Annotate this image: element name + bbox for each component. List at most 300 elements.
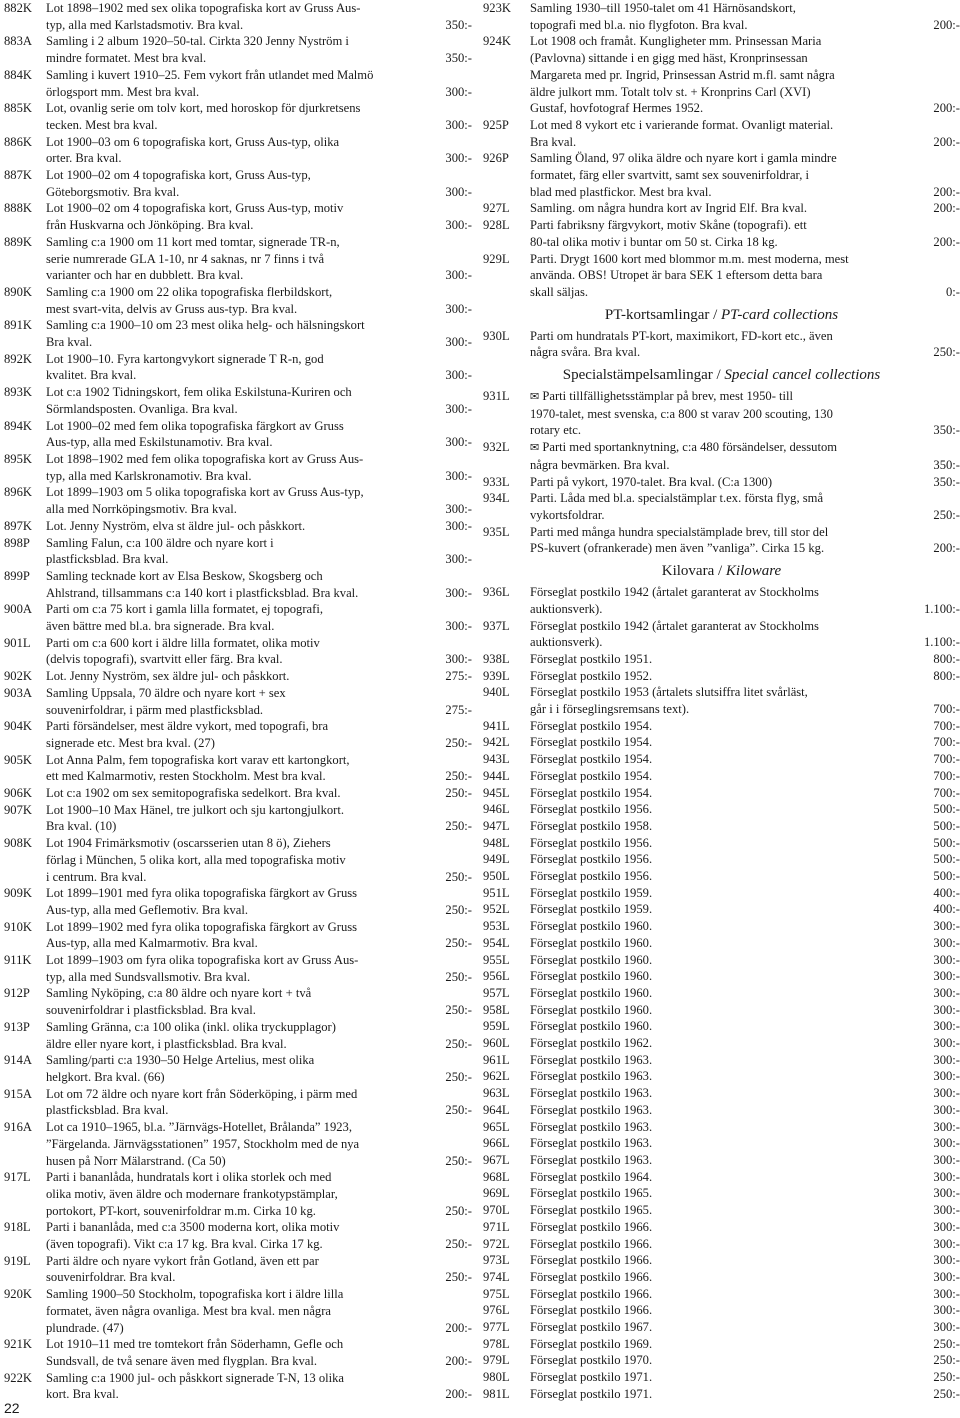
lot-entry	[483, 851, 960, 868]
line-text: Sörmlandsposten. Ovanliga. Bra kval.	[46, 401, 238, 416]
lot-entry	[483, 1286, 960, 1303]
lot-number: 976L	[483, 1303, 510, 1318]
description-line	[46, 1019, 472, 1036]
lot-description	[530, 1219, 960, 1236]
lot-price: 300:-	[445, 518, 472, 533]
description-line	[46, 869, 472, 886]
lot-entry	[483, 901, 960, 918]
line-text: Lot 1910–11 med tre tomtekort från Söderhamn, Gefle och	[46, 1337, 344, 1352]
lot-price: 250:-	[445, 1153, 472, 1168]
description-line	[46, 1320, 472, 1337]
section-heading-pt-cards	[483, 305, 960, 325]
line-text: Förseglat postkilo 1963.	[530, 1153, 653, 1167]
lot-description	[46, 718, 472, 751]
description-line	[46, 969, 472, 986]
description-line	[530, 388, 960, 406]
description-line	[530, 1286, 960, 1303]
description-line	[530, 584, 960, 601]
lot-number: 906K	[4, 786, 32, 801]
line-text: Förseglat postkilo 1960.	[530, 935, 653, 950]
description-line	[530, 1269, 960, 1286]
lot-description	[46, 1336, 472, 1369]
lot-entry	[0, 200, 472, 233]
lot-entry	[483, 1302, 960, 1319]
lot-number: 945L	[483, 785, 510, 800]
lot-description	[530, 328, 960, 361]
description-line	[46, 1253, 472, 1270]
lot-number: 923K	[483, 1, 511, 15]
lot-description	[530, 0, 960, 33]
lot-description	[530, 1185, 960, 1202]
lot-description	[530, 1085, 960, 1102]
line-text: Lot 1900–02 med fem olika topografiska färgkort av Gruss	[46, 418, 344, 433]
line-text: förlag i München, 5 olika kort, alla med topografiska motiv	[46, 852, 346, 867]
lot-entry	[483, 439, 960, 473]
lot-entry	[0, 351, 472, 384]
description-line	[46, 217, 472, 234]
lot-price: 300:-	[933, 969, 960, 984]
lot-description	[46, 67, 472, 100]
description-line	[530, 1169, 960, 1186]
lot-description	[530, 1035, 960, 1052]
lot-number: 932L	[483, 440, 510, 455]
lot-number: 909K	[4, 886, 32, 901]
description-line	[530, 1352, 960, 1369]
line-text: Aus-typ, alla med Eskilstunamotiv. Bra kval.	[46, 435, 273, 450]
lot-entry	[0, 568, 472, 601]
description-line	[530, 785, 960, 802]
line-text: plastficksblad. Bra kval.	[46, 1103, 169, 1118]
description-line	[46, 651, 472, 668]
description-line	[530, 751, 960, 768]
description-line	[530, 885, 960, 902]
lot-description	[46, 919, 472, 952]
description-line	[46, 100, 472, 117]
description-line	[530, 868, 960, 885]
line-text: Parti med sportanknytning, c:a 480 försändelser, dessutom	[542, 440, 838, 455]
lot-number: 886K	[4, 134, 32, 149]
description-line	[530, 718, 960, 735]
lot-price: 200:-	[933, 17, 960, 32]
line-text: Förseglat postkilo 1942 (årtalet garanterat av Stockholms	[530, 585, 819, 600]
lot-price: 300:-	[933, 1303, 960, 1318]
line-text: Förseglat postkilo 1963.	[530, 1136, 653, 1151]
lot-price: 250:-	[445, 769, 472, 784]
lot-description	[530, 801, 960, 818]
lot-entry	[483, 968, 960, 985]
lot-description	[46, 167, 472, 200]
section-heading-special-cancels	[483, 365, 960, 385]
line-text: rotary etc.	[530, 423, 582, 438]
description-line	[46, 267, 472, 284]
lot-description	[530, 718, 960, 735]
lot-description	[530, 1169, 960, 1186]
lot-price: 300:-	[933, 1153, 960, 1167]
description-line	[46, 618, 472, 635]
description-line	[530, 84, 960, 101]
line-text: Samling tecknade kort av Elsa Beskow, Skogsberg och	[46, 568, 323, 583]
lot-description	[530, 1135, 960, 1152]
description-line	[46, 1036, 472, 1053]
lot-entry	[483, 835, 960, 852]
lot-price: 200:-	[933, 134, 960, 149]
lot-price: 700:-	[933, 768, 960, 783]
description-line	[46, 351, 472, 368]
line-text: (delvis topografi), svartvitt eller färg. Bra kval.	[46, 652, 283, 667]
lot-price: 300:-	[933, 1203, 960, 1218]
lot-number: 942L	[483, 735, 510, 750]
lot-entry	[483, 200, 960, 217]
lot-number: 973L	[483, 1253, 510, 1268]
lot-number: 938L	[483, 651, 510, 666]
lot-number: 918L	[4, 1220, 31, 1235]
lot-price: 300:-	[933, 1019, 960, 1034]
line-text: Göteborgsmotiv. Bra kval.	[46, 184, 180, 199]
lot-entry	[483, 734, 960, 751]
lot-number: 895K	[4, 451, 32, 466]
lot-number: 947L	[483, 818, 510, 833]
lot-entry	[483, 388, 960, 439]
lot-price: 350:-	[445, 17, 472, 32]
lot-price: 350:-	[933, 457, 960, 472]
description-line	[530, 701, 960, 718]
lot-entry	[0, 1169, 472, 1219]
lot-description	[530, 1336, 960, 1353]
description-line	[530, 507, 960, 524]
lot-description	[530, 1236, 960, 1253]
description-line	[530, 1202, 960, 1219]
description-line	[530, 284, 960, 301]
line-text: auktionsverk).	[530, 601, 603, 616]
lot-description	[530, 1052, 960, 1069]
description-line	[530, 1219, 960, 1236]
description-line	[46, 985, 472, 1002]
lot-entry	[483, 1102, 960, 1119]
description-line	[530, 1119, 960, 1136]
lot-description	[46, 785, 472, 802]
lot-description	[530, 524, 960, 557]
lot-entry	[483, 1219, 960, 1236]
description-line	[46, 852, 472, 869]
lot-price: 500:-	[933, 835, 960, 850]
description-line	[46, 818, 472, 835]
lot-price: 300:-	[445, 468, 472, 483]
line-text: Förseglat postkilo 1956.	[530, 852, 653, 867]
line-text: Aus-typ, alla med Geflemotiv. Bra kval.	[46, 902, 249, 917]
line-text: Förseglat postkilo 1969.	[530, 1336, 653, 1351]
lot-entry	[483, 490, 960, 523]
description-line	[46, 952, 472, 969]
line-text: Lot 1900–03 om 6 topografiska kort, Gruss Aus-typ, olika	[46, 134, 340, 149]
lot-number: 975L	[483, 1286, 510, 1301]
description-line	[46, 334, 472, 351]
lot-entry	[483, 1035, 960, 1052]
description-line	[46, 1136, 472, 1153]
description-line	[530, 1302, 960, 1319]
description-line	[46, 635, 472, 652]
lot-price: 250:-	[933, 1370, 960, 1385]
lot-number: 968L	[483, 1169, 510, 1184]
line-text: alla med Norrköpingsmotiv. Bra kval.	[46, 502, 237, 517]
lot-price: 500:-	[933, 818, 960, 833]
lot-description	[46, 200, 472, 233]
lot-description	[530, 117, 960, 150]
lot-entry	[483, 1336, 960, 1353]
lot-entry	[483, 217, 960, 250]
lot-number: 931L	[483, 389, 510, 404]
lot-description	[530, 901, 960, 918]
lot-number: 922K	[4, 1370, 32, 1385]
description-line	[530, 167, 960, 184]
lot-price: 250:-	[445, 735, 472, 750]
lot-description	[530, 1386, 960, 1403]
description-line	[530, 200, 960, 217]
description-line	[530, 734, 960, 751]
line-text: Lot ca 1910–1965, bl.a. ”Järnvägs-Hotellet, Brålanda” 1923,	[46, 1120, 353, 1135]
lot-entry	[483, 1085, 960, 1102]
lot-entry	[483, 1369, 960, 1386]
line-text: Samling Nyköping, c:a 80 äldre och nyare kort + två	[46, 986, 312, 1001]
lot-description	[530, 33, 960, 117]
line-text: plundrade. (47)	[46, 1320, 124, 1335]
line-text: Förseglat postkilo 1954.	[530, 752, 653, 767]
lot-entry	[483, 918, 960, 935]
lot-price: 300:-	[445, 151, 472, 166]
lot-description	[46, 384, 472, 417]
description-line	[46, 50, 472, 67]
line-text: Lot. Jenny Nyström, elva st äldre jul- och påskkort.	[46, 518, 306, 533]
lot-entry	[0, 985, 472, 1018]
lot-price: 300:-	[933, 1186, 960, 1201]
lot-price: 300:-	[933, 1286, 960, 1301]
line-text: Parti med många hundra specialstämplade brev, till stor del	[530, 524, 829, 539]
lot-entry	[483, 251, 960, 301]
description-line	[530, 184, 960, 201]
description-line	[46, 902, 472, 919]
description-line	[46, 134, 472, 151]
line-text: ”Färgelanda. Järnvägsstationen” 1957, Stockholm med de nya	[46, 1136, 360, 1151]
lot-entry	[0, 67, 472, 100]
description-line	[530, 601, 960, 618]
line-text: Samling c:a 1900 jul- och påskkort signerade T-N, 13 olika	[46, 1370, 345, 1385]
lot-description	[46, 451, 472, 484]
lot-description	[530, 474, 960, 491]
lot-entry	[483, 584, 960, 617]
lot-number: 951L	[483, 885, 510, 900]
description-line	[530, 684, 960, 701]
line-text: Sundsvall, de två senare även med flygplan. Bra kval.	[46, 1353, 318, 1368]
lot-description	[46, 317, 472, 350]
lot-number: 908K	[4, 836, 32, 851]
lot-number: 883A	[4, 34, 32, 49]
line-text: Förseglat postkilo 1966.	[530, 1236, 653, 1251]
lot-price: 500:-	[933, 802, 960, 817]
lot-entry	[0, 635, 472, 668]
lot-description	[46, 535, 472, 568]
line-text: Förseglat postkilo 1960.	[530, 1019, 653, 1034]
line-text: går i i förseglingsremsans text).	[530, 702, 690, 717]
lot-entry	[483, 768, 960, 785]
description-line	[46, 167, 472, 184]
lot-number: 943L	[483, 752, 510, 767]
description-line	[46, 1119, 472, 1136]
line-text: Lot 1899–1903 om 5 olika topografiska kort av Gruss Aus-typ,	[46, 485, 364, 500]
lot-number: 977L	[483, 1320, 510, 1335]
description-line	[530, 234, 960, 251]
description-line	[530, 1052, 960, 1069]
line-text: Samling Gränna, c:a 100 olika (inkl. olika tryckupplagor)	[46, 1019, 336, 1034]
line-text: Förseglat postkilo 1971.	[530, 1370, 653, 1385]
lot-description	[530, 1119, 960, 1136]
lot-entry	[0, 1119, 472, 1169]
lot-description	[530, 150, 960, 200]
line-text: serie numrerade GLA 1-10, nr 4 saknas, nr 7 finns i två	[46, 251, 325, 266]
line-text: Parti på vykort, 1970-talet. Bra kval. (C:a 1300)	[530, 474, 773, 489]
lot-number: 959L	[483, 1019, 510, 1034]
lot-price: 300:-	[445, 84, 472, 99]
line-text: örlogsport mm. Mest bra kval.	[46, 84, 200, 99]
lot-description	[530, 1352, 960, 1369]
description-line	[530, 1068, 960, 1085]
lot-number: 964L	[483, 1102, 510, 1117]
lot-price: 300:-	[445, 652, 472, 667]
lot-number: 940L	[483, 685, 510, 700]
line-text: Förseglat postkilo 1956.	[530, 869, 653, 884]
lot-description	[530, 251, 960, 301]
description-line	[530, 117, 960, 134]
line-text: i centrum. Bra kval.	[46, 869, 147, 884]
line-text: Förseglat postkilo 1953 (årtalets slutsiffra litet svårläst,	[530, 685, 808, 700]
line-text: ett med Kalmarmotiv, resten Stockholm. Mest bra kval.	[46, 769, 326, 784]
line-text: Ahlstrand, tillsammans c:a 140 kort i plastficksblad. Bra kval.	[46, 585, 359, 600]
description-line	[46, 501, 472, 518]
lot-price: 400:-	[933, 885, 960, 900]
lot-entry	[0, 919, 472, 952]
lot-number: 961L	[483, 1052, 510, 1067]
line-text: Lot 1899–1901 med fyra olika topografiska färgkort av Gruss	[46, 886, 358, 901]
lot-entry	[0, 1253, 472, 1286]
lot-entry	[483, 1152, 960, 1169]
envelope-icon: ✉	[530, 390, 540, 404]
lot-description	[46, 1086, 472, 1119]
lot-description	[530, 1286, 960, 1303]
description-line	[46, 1353, 472, 1370]
line-text: Förseglat postkilo 1959.	[530, 902, 653, 917]
description-line	[530, 1135, 960, 1152]
lot-price: 275:-	[445, 669, 472, 684]
lot-price: 250:-	[445, 819, 472, 834]
line-text: Lot. Jenny Nyström, sex äldre jul- och påskkort.	[46, 669, 290, 684]
lot-number: 899P	[4, 568, 30, 583]
lot-description	[530, 1068, 960, 1085]
lot-price: 200:-	[933, 541, 960, 556]
line-text: Förseglat postkilo 1962.	[530, 1036, 653, 1051]
description-line	[46, 484, 472, 501]
description-line	[530, 1152, 960, 1169]
lot-entry	[483, 751, 960, 768]
line-text: Förseglat postkilo 1960.	[530, 969, 653, 984]
left-column	[0, 0, 472, 1403]
lot-number: 892K	[4, 351, 32, 366]
lot-price: 1.100:-	[923, 635, 960, 650]
lot-price: 400:-	[933, 902, 960, 917]
lot-number: 914A	[4, 1053, 32, 1068]
lot-number: 903A	[4, 685, 32, 700]
line-text: (även topografi). Vikt c:a 17 kg. Bra kval. Cirka 17 kg.	[46, 1237, 323, 1252]
description-line	[530, 134, 960, 151]
lot-entry	[483, 651, 960, 668]
line-text: Lot c:a 1902 om sex semitopografiska sedelkort. Bra kval.	[46, 786, 341, 801]
lot-price: 300:-	[933, 1269, 960, 1284]
description-line	[530, 524, 960, 541]
line-text: Förseglat postkilo 1964.	[530, 1169, 653, 1184]
lot-entry	[483, 1202, 960, 1219]
line-text: använda. OBS! Utropet är bara SEK 1 eftersom detta bara	[530, 268, 823, 283]
lot-number: 978L	[483, 1336, 510, 1351]
lot-number: 970L	[483, 1203, 510, 1218]
description-line	[530, 328, 960, 345]
line-text: även bättre med bl.a. bra signerade. Bra kval.	[46, 619, 275, 634]
description-line	[46, 1002, 472, 1019]
lot-price: 200:-	[933, 101, 960, 116]
line-text: Samling c:a 1900 om 22 olika topografiska flerbildskort,	[46, 284, 333, 299]
line-text: Lot 1898–1902 med fem olika topografiska kort av Gruss Aus-	[46, 451, 364, 466]
lot-entry	[0, 1219, 472, 1252]
lot-number: 969L	[483, 1186, 510, 1201]
description-line	[46, 1052, 472, 1069]
lot-description	[530, 851, 960, 868]
lot-price: 300:-	[933, 1219, 960, 1234]
line-text: Lot Anna Palm, fem topografiska kort varav ett kartongkort,	[46, 752, 350, 767]
description-line	[46, 752, 472, 769]
lot-price: 250:-	[933, 1336, 960, 1351]
lot-description	[530, 885, 960, 902]
lot-price: 300:-	[445, 502, 472, 517]
lot-number: 897K	[4, 518, 32, 533]
line-text: äldre julkort mm. Totalt tolv st. + Kronprins Carl (XVI)	[530, 84, 811, 99]
lot-entry	[0, 234, 472, 284]
lot-description	[46, 601, 472, 634]
lot-price: 275:-	[445, 702, 472, 717]
lot-entry	[483, 0, 960, 33]
lot-number: 898P	[4, 535, 30, 550]
lot-description	[46, 752, 472, 785]
lot-number: 927L	[483, 201, 510, 216]
lot-number: 888K	[4, 201, 32, 216]
section-heading-kiloware	[483, 561, 960, 581]
line-text: blad med plastfickor. Mest bra kval.	[530, 184, 712, 199]
lot-price: 300:-	[445, 552, 472, 567]
description-line	[46, 568, 472, 585]
lot-number: 915A	[4, 1086, 32, 1101]
lot-price: 250:-	[933, 345, 960, 360]
lot-description	[530, 985, 960, 1002]
description-line	[46, 234, 472, 251]
line-text: plastficksblad. Bra kval.	[46, 552, 169, 567]
description-line	[46, 1169, 472, 1186]
line-text: helgkort. Bra kval. (66)	[46, 1070, 165, 1084]
lot-description	[530, 684, 960, 717]
section-title: PT-kortsamlingar	[604, 306, 710, 323]
description-line	[530, 1018, 960, 1035]
line-text: Parti om hundratals PT-kort, maximikort, FD-kort etc., även	[530, 328, 833, 343]
lot-price: 300:-	[933, 1052, 960, 1067]
line-text: Parti om c:a 600 kort i äldre lilla formatet, olika motiv	[46, 635, 320, 650]
lot-number: 960L	[483, 1036, 510, 1051]
line-text: PS-kuvert (ofrankerade) men även ”vanliga”. Cirka 15 kg.	[530, 541, 825, 556]
description-line	[46, 668, 472, 685]
section-separator: /	[709, 306, 722, 323]
